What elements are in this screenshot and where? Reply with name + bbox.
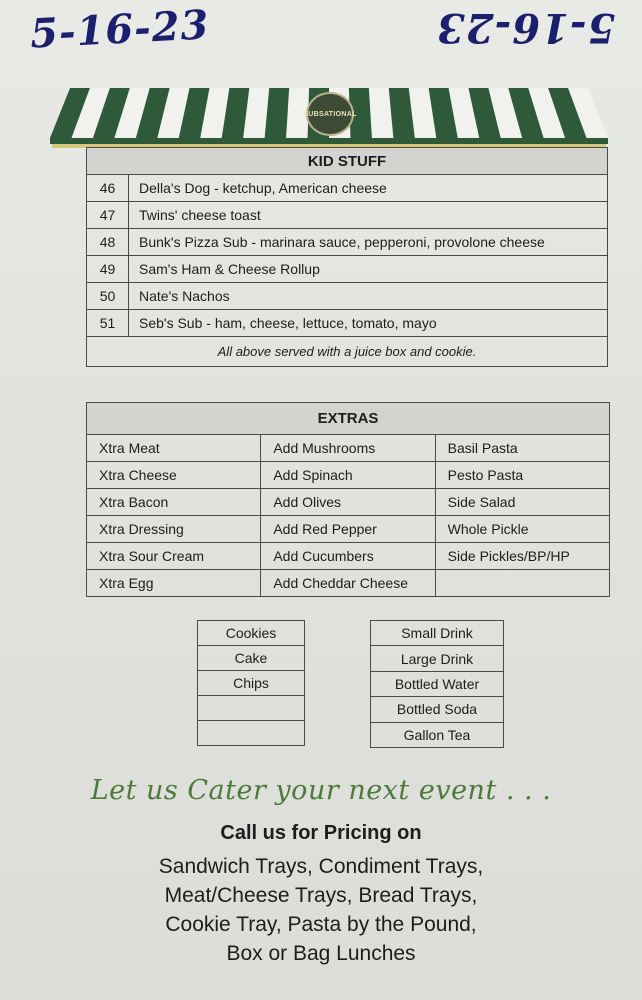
table-row <box>87 202 608 229</box>
drink-item: Gallon Tea <box>371 722 504 747</box>
brand-logo-text: SUBSATIONAL <box>303 110 357 118</box>
extras-cell: Add Cheddar Cheese <box>261 570 435 597</box>
kid-stuff-table <box>86 147 608 367</box>
table-row <box>87 310 608 337</box>
item-description: Bunk's Pizza Sub - marinara sauce, pepperoni, provolone cheese <box>129 229 608 256</box>
extras-cell: Xtra Cheese <box>87 462 261 489</box>
item-number: 49 <box>87 256 129 283</box>
side-item: Cookies <box>198 621 305 646</box>
table-row <box>87 489 610 516</box>
item-description: Sam's Ham & Cheese Rollup <box>129 256 608 283</box>
extras-cell: Xtra Sour Cream <box>87 543 261 570</box>
table-row <box>87 256 608 283</box>
item-description: Nate's Nachos <box>129 283 608 310</box>
table-row <box>87 462 610 489</box>
handwritten-date: 5-16-23 <box>28 1 211 58</box>
catering-line: Meat/Cheese Trays, Bread Trays, <box>164 884 478 907</box>
drink-item: Large Drink <box>371 646 504 671</box>
handwritten-date-inverted: 5-16-23 <box>436 4 616 51</box>
table-row <box>87 175 608 202</box>
side-item: Cake <box>198 646 305 671</box>
table-row <box>87 516 610 543</box>
extras-cell: Side Salad <box>435 489 609 516</box>
extras-title: EXTRAS <box>87 403 610 435</box>
catering-line: Box or Bag Lunches <box>226 942 416 965</box>
extras-cell: Xtra Bacon <box>87 489 261 516</box>
table-row <box>87 229 608 256</box>
side-item: Chips <box>198 671 305 696</box>
drink-item: Small Drink <box>371 621 504 646</box>
kid-stuff-footnote: All above served with a juice box and cookie. <box>87 337 608 367</box>
table-row <box>87 570 610 597</box>
extras-cell: Xtra Dressing <box>87 516 261 543</box>
catering-line: Cookie Tray, Pasta by the Pound, <box>165 913 477 936</box>
extras-cell: Add Red Pepper <box>261 516 435 543</box>
kid-stuff-title: KID STUFF <box>87 148 608 175</box>
extras-cell: Add Mushrooms <box>261 435 435 462</box>
extras-table <box>86 402 610 597</box>
drink-item: Bottled Water <box>371 671 504 696</box>
side-item <box>198 696 305 721</box>
item-description: Della's Dog - ketchup, American cheese <box>129 175 608 202</box>
brand-logo <box>303 92 357 136</box>
extras-cell: Add Cucumbers <box>261 543 435 570</box>
item-number: 47 <box>87 202 129 229</box>
table-row <box>87 543 610 570</box>
extras-cell: Pesto Pasta <box>435 462 609 489</box>
item-number: 51 <box>87 310 129 337</box>
catering-call-heading: Call us for Pricing on <box>220 822 422 844</box>
extras-cell: Add Spinach <box>261 462 435 489</box>
extras-cell: Xtra Meat <box>87 435 261 462</box>
item-number: 50 <box>87 283 129 310</box>
drink-item: Bottled Soda <box>371 697 504 722</box>
catering-line: Sandwich Trays, Condiment Trays, <box>158 855 484 878</box>
item-description: Seb's Sub - ham, cheese, lettuce, tomato, mayo <box>129 310 608 337</box>
catering-list <box>0 852 642 968</box>
extras-cell: Whole Pickle <box>435 516 609 543</box>
extras-cell: Basil Pasta <box>435 435 609 462</box>
side-item <box>198 721 305 746</box>
extras-cell: Side Pickles/BP/HP <box>435 543 609 570</box>
item-description: Twins' cheese toast <box>129 202 608 229</box>
extras-cell: Xtra Egg <box>87 570 261 597</box>
sides-table <box>197 620 305 746</box>
extras-cell: Add Olives <box>261 489 435 516</box>
item-number: 48 <box>87 229 129 256</box>
table-row <box>87 283 608 310</box>
item-number: 46 <box>87 175 129 202</box>
extras-cell <box>435 570 609 597</box>
drinks-table <box>370 620 504 748</box>
catering-tagline: Let us Cater your next event . . . <box>90 775 552 806</box>
table-row <box>87 435 610 462</box>
